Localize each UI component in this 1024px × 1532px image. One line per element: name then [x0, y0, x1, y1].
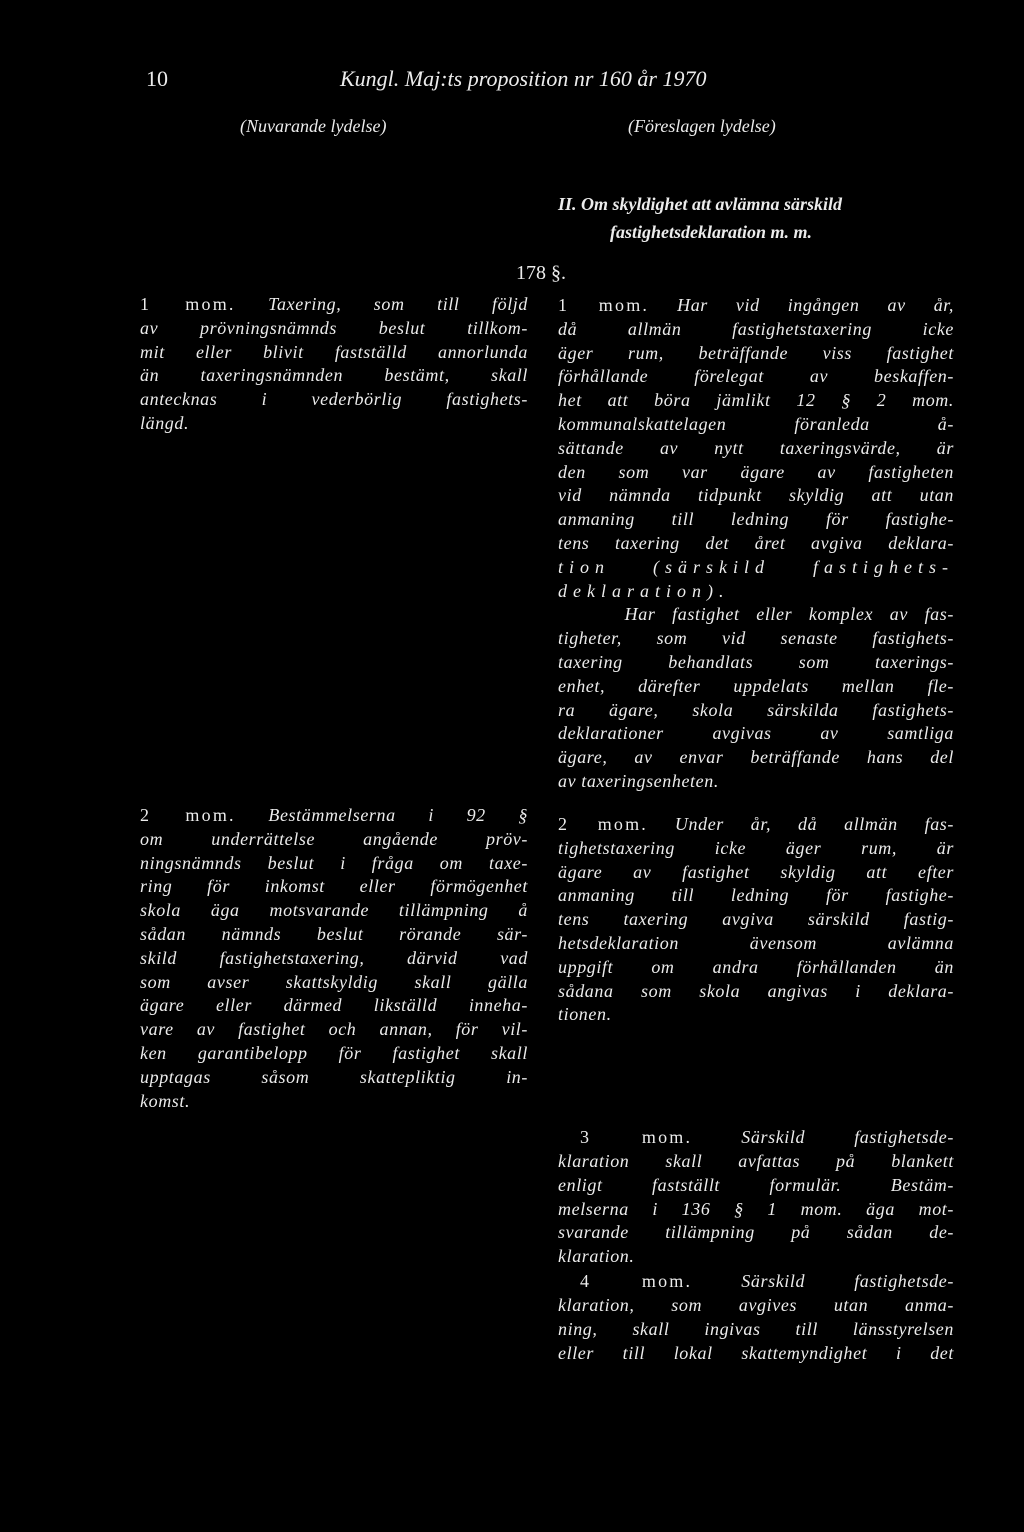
- page-title: Kungl. Maj:ts proposition nr 160 år 1970: [340, 66, 707, 91]
- right-mom1-cont-line-1: Har fastighet eller komplex av fas-: [558, 604, 954, 625]
- right-mom2-line-4: anmaning till ledning för fastighe-: [558, 885, 954, 906]
- left-mom1-line-2: av prövningsnämnds beslut tillkom-: [140, 317, 528, 338]
- right-mom3-line-1: [580, 1126, 954, 1150]
- left-mom2: [140, 804, 528, 1113]
- left-mom2-line-5: skola äga motsvarande tillämpning å: [140, 900, 528, 921]
- left-mom1: [140, 293, 528, 436]
- right-mom2-line-7: uppgift om andra förhållanden än: [558, 956, 954, 977]
- paragraph-mark: 178 §.: [516, 262, 566, 284]
- right-mom2: [558, 813, 954, 1027]
- left-mom1-line-1: [140, 293, 528, 317]
- right-mom3: [558, 1126, 954, 1150]
- left-mom2-line-13: komst.: [140, 1090, 191, 1111]
- left-mom1-text-1: Taxering, som till följd: [235, 294, 528, 314]
- right-mom1-line-11: tens taxering det året avgiva deklara-: [558, 532, 954, 553]
- right-mom1-cont-line-3: taxering behandlats som taxerings-: [558, 651, 954, 672]
- right-mom1-line-2: då allmän fastighetstaxering icke: [558, 318, 954, 339]
- right-mom3-text-1: Särskild fastighetsde-: [692, 1127, 954, 1147]
- right-mom1-cont-line-8: av taxeringsenheten.: [558, 770, 719, 791]
- right-mom2-line-9: tionen.: [558, 1004, 612, 1025]
- right-mom4-label: 4 mom.: [580, 1271, 693, 1291]
- right-mom2-line-8: sådana som skola angivas i deklara-: [558, 980, 954, 1001]
- left-mom1-line-4: än taxeringsnämnden bestämt, skall: [140, 365, 528, 386]
- left-column-heading: (Nuvarande lydelse): [240, 116, 387, 136]
- page-number: 10: [146, 66, 168, 91]
- right-mom2-line-3: ägare av fastighet skyldig att efter: [558, 861, 954, 882]
- section-heading-line-2: fastighetsdeklaration m. m.: [610, 222, 813, 242]
- section-heading: [558, 190, 978, 246]
- right-mom1-cont-line-2: tigheter, som vid senaste fastighets-: [558, 628, 954, 649]
- left-mom2-label: 2 mom.: [140, 805, 236, 825]
- right-mom4-line-4: eller till lokal skattemyndighet i det: [558, 1342, 954, 1363]
- right-mom1-label: 1 mom.: [558, 295, 650, 315]
- right-mom3-line-3: enligt fastställt formulär. Bestäm-: [558, 1174, 954, 1195]
- right-mom3-body: [558, 1150, 954, 1269]
- left-mom2-line-9: ägare eller därmed likställd inneha-: [140, 995, 528, 1016]
- left-mom2-line-7: skild fastighetstaxering, därvid vad: [140, 947, 528, 968]
- right-mom3-line-4: melserna i 136 § 1 mom. äga mot-: [558, 1198, 954, 1219]
- left-mom2-line-4: ring för inkomst eller förmögenhet: [140, 876, 528, 897]
- right-mom1-line-8: den som var ägare av fastigheten: [558, 461, 954, 482]
- right-mom1-line-1: [558, 294, 954, 318]
- right-mom2-line-2: tighetstaxering icke äger rum, är: [558, 837, 954, 858]
- right-mom4-body: [558, 1294, 954, 1365]
- left-mom2-line-8: som avser skattskyldig skall gälla: [140, 971, 528, 992]
- left-mom2-line-12: upptagas såsom skattepliktig in-: [140, 1066, 528, 1087]
- left-mom2-line-10: vare av fastighet och annan, för vil-: [140, 1019, 528, 1040]
- right-mom1-cont-line-7: ägare, av envar beträffande hans del: [558, 747, 954, 768]
- right-mom2-line-5: tens taxering avgiva särskild fastig-: [558, 909, 954, 930]
- right-mom2-line-1: [558, 813, 954, 837]
- left-mom2-text-1: Bestämmelserna i 92 §: [235, 805, 529, 825]
- right-mom1-cont-line-4: enhet, därefter uppdelats mellan fle-: [558, 675, 954, 696]
- right-mom1-line-6: kommunalskattelagen föranleda å-: [558, 413, 954, 434]
- right-mom1-line-7: sättande av nytt taxeringsvärde, är: [558, 437, 954, 458]
- right-mom1: [558, 294, 954, 794]
- left-mom2-line-2: om underrättelse angående pröv-: [140, 828, 528, 849]
- right-mom2-line-6: hetsdeklaration ävensom avlämna: [558, 932, 954, 953]
- right-mom4: [558, 1270, 954, 1294]
- left-mom2-line-1: [140, 804, 528, 828]
- right-mom1-line-12: tion (särskild fastighets-: [558, 556, 954, 577]
- right-mom4-line-1: [580, 1270, 954, 1294]
- right-mom3-line-2: klaration skall avfattas på blankett: [558, 1151, 954, 1171]
- right-mom4-line-2: klaration, som avgives utan anma-: [558, 1295, 954, 1315]
- left-mom1-line-3: mit eller blivit fastställd annorlunda: [140, 341, 528, 362]
- left-mom1-line-6: längd.: [140, 412, 190, 433]
- right-mom3-line-6: klaration.: [558, 1246, 635, 1267]
- right-mom2-text-1: Under år, då allmän fas-: [648, 814, 954, 834]
- right-mom1-line-3: äger rum, beträffande viss fastighet: [558, 342, 954, 363]
- left-mom2-line-11: ken garantibelopp för fastighet skall: [140, 1042, 528, 1063]
- left-mom2-line-6: sådan nämnds beslut rörande sär-: [140, 923, 528, 944]
- section-heading-line-1: II. Om skyldighet att avlämna särskild: [558, 194, 843, 214]
- right-column-heading: (Föreslagen lydelse): [628, 116, 776, 136]
- right-mom4-line-3: ning, skall ingivas till länsstyrelsen: [558, 1318, 954, 1339]
- right-mom1-line-10: anmaning till ledning för fastighe-: [558, 509, 954, 530]
- right-mom1-line-4: förhållande förelegat av beskaffen-: [558, 366, 954, 387]
- right-mom2-label: 2 mom.: [558, 814, 648, 834]
- right-mom3-label: 3 mom.: [580, 1127, 693, 1147]
- right-mom1-line-13: deklaration).: [558, 580, 730, 601]
- right-mom1-line-5: het att böra jämlikt 12 § 2 mom.: [558, 390, 954, 411]
- left-mom1-line-5: antecknas i vederbörlig fastighets-: [140, 389, 528, 410]
- right-mom1-text-1: Har vid ingången av år,: [649, 295, 954, 315]
- right-mom4-text-1: Särskild fastighetsde-: [692, 1271, 954, 1291]
- right-mom1-line-9: vid nämnda tidpunkt skyldig att utan: [558, 485, 954, 506]
- right-mom1-cont-line-5: ra ägare, skola särskilda fastighets-: [558, 699, 954, 720]
- right-mom1-cont-line-6: deklarationer avgivas av samtliga: [558, 723, 954, 744]
- right-mom3-line-5: svarande tillämpning på sådan de-: [558, 1222, 954, 1243]
- left-mom1-label: 1 mom.: [140, 294, 236, 314]
- left-mom2-line-3: ningsnämnds beslut i fråga om taxe-: [140, 852, 528, 873]
